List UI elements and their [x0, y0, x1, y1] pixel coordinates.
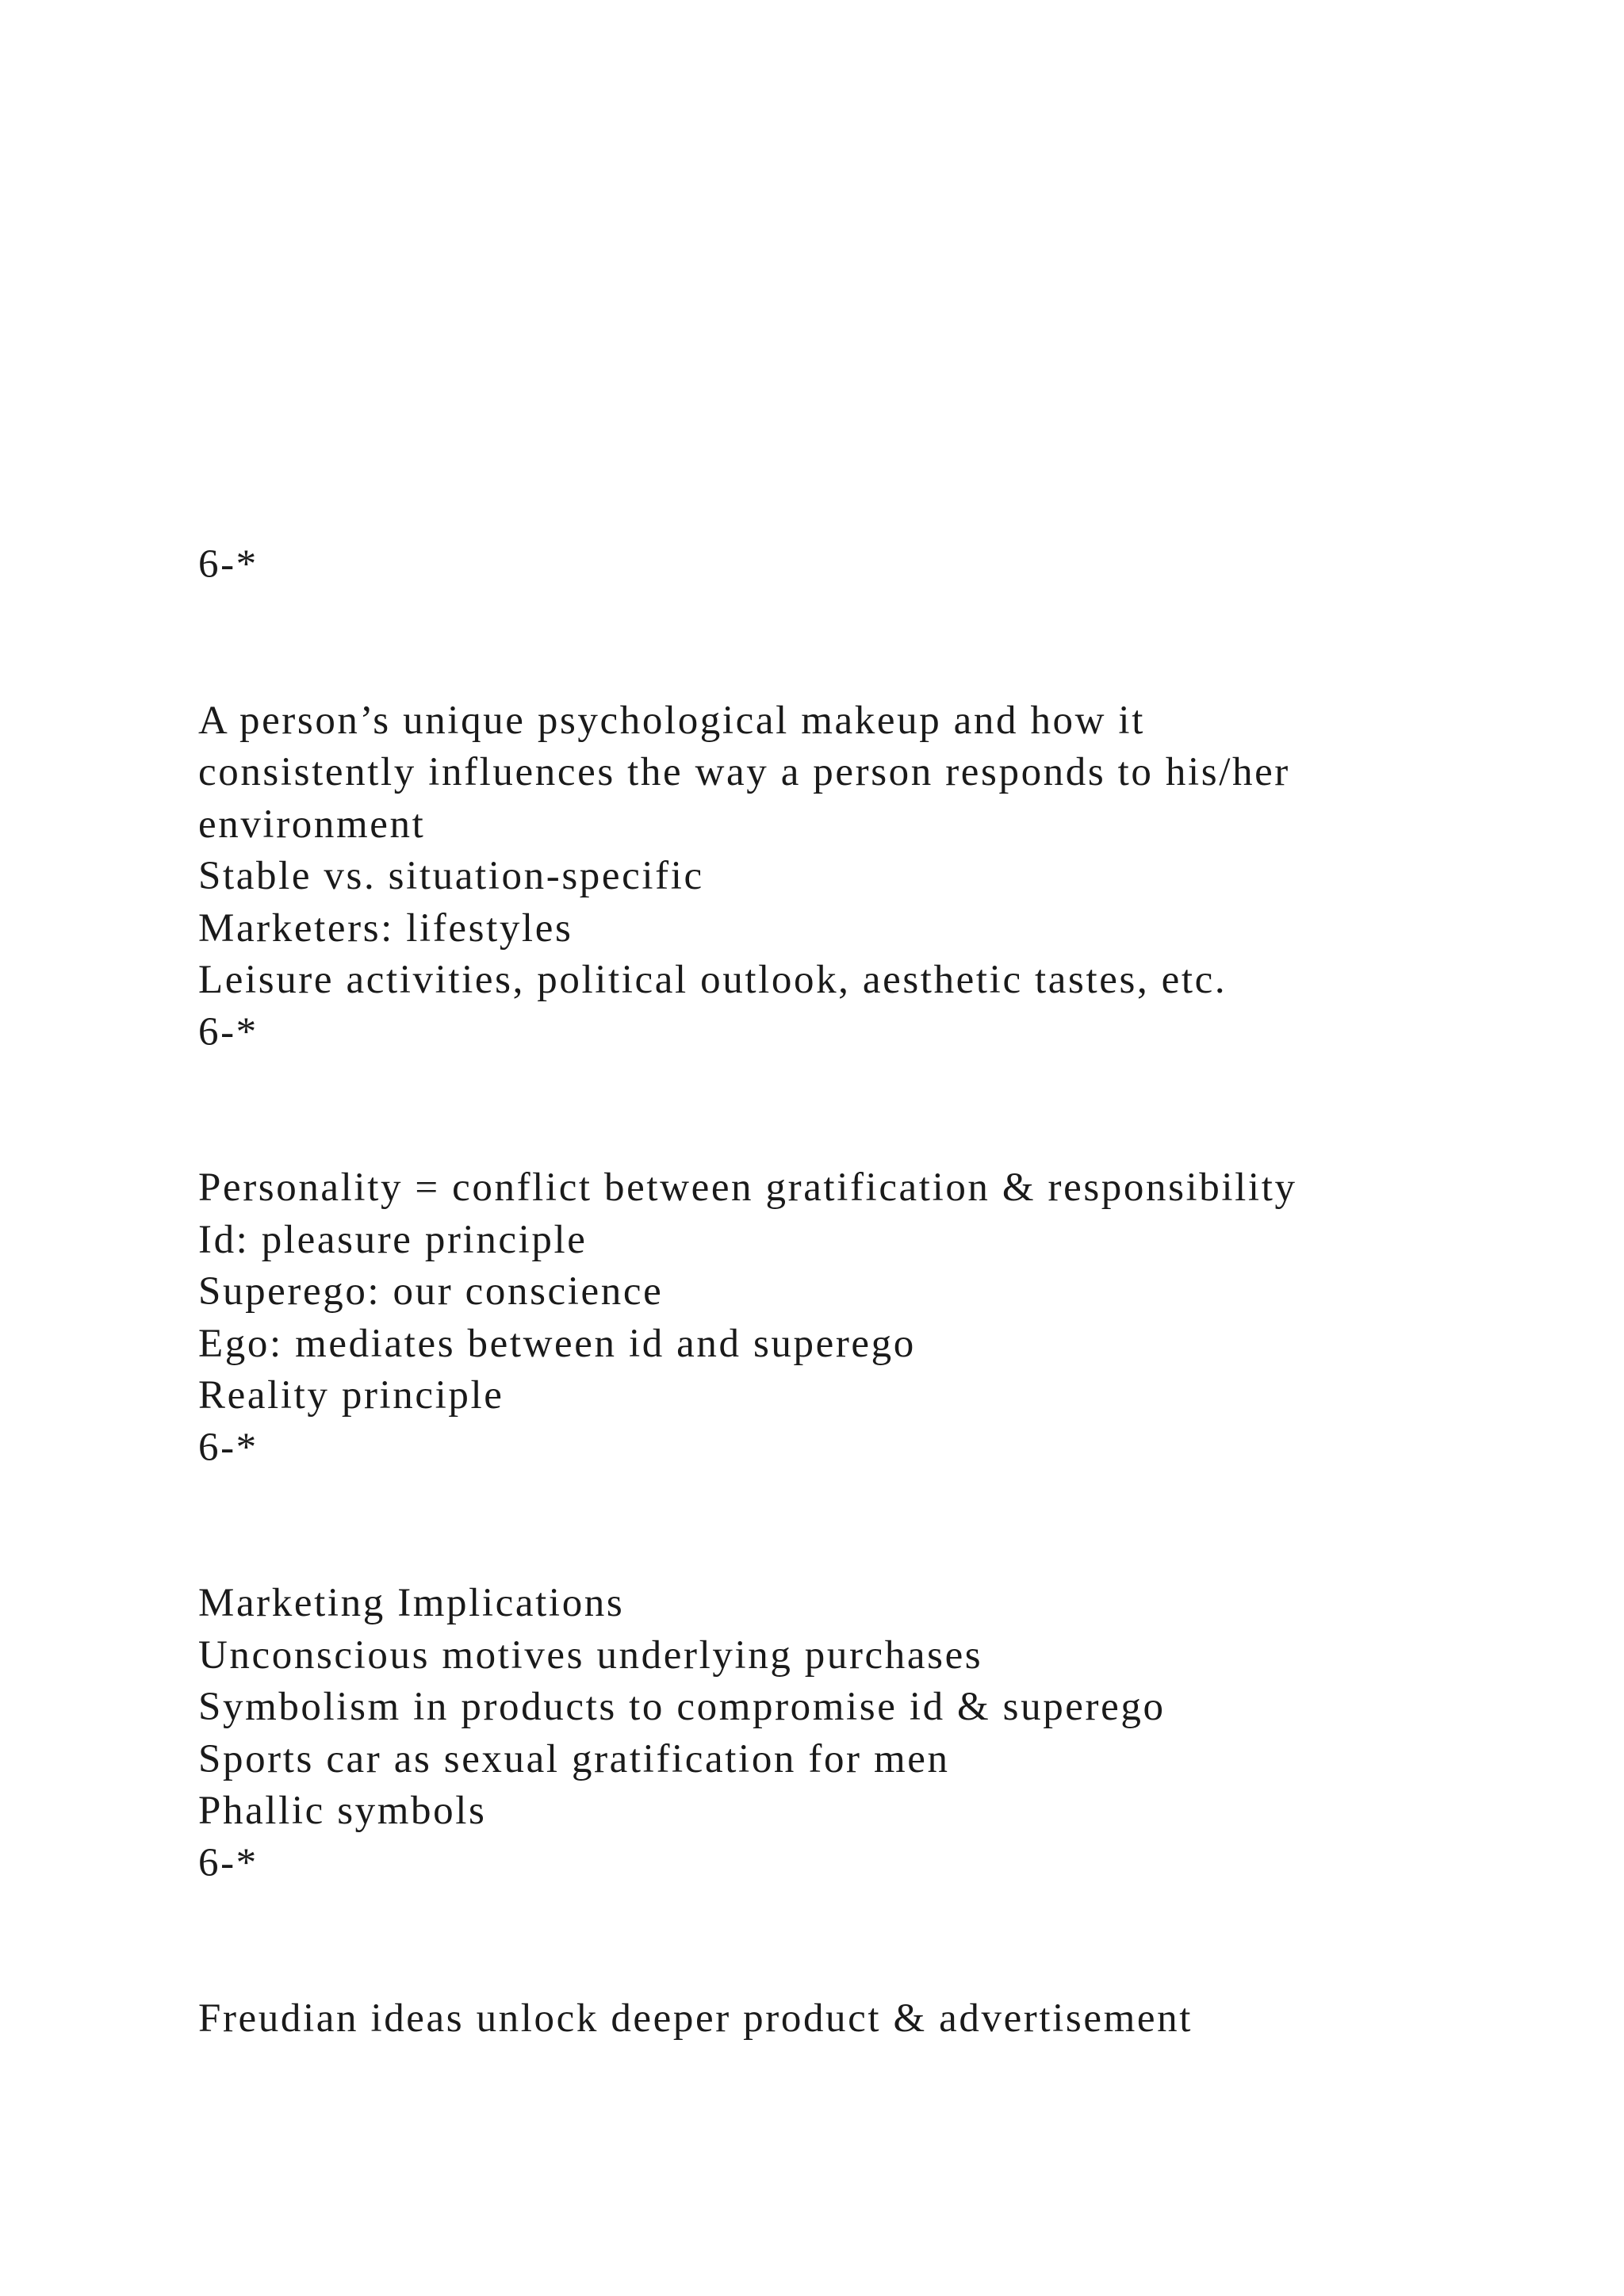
text-line: Phallic symbols [198, 1789, 487, 1833]
text-line: consistently influences the way a person responds to his/her [198, 750, 1290, 794]
slide-marker: 6-* [198, 542, 259, 587]
text-line: Freudian ideas unlock deeper product & advertisement [198, 1996, 1193, 2041]
text-line: environment [198, 802, 426, 847]
text-line: Symbolism in products to compromise id & superego [198, 1685, 1166, 1729]
section-heading: Marketing Implications [198, 1581, 625, 1625]
text-line: Personality = conflict between gratification & responsibility [198, 1165, 1297, 1210]
text-line: Sports car as sexual gratification for men [198, 1736, 950, 1781]
text-line: Id: pleasure principle [198, 1217, 588, 1262]
slide-marker: 6-* [198, 1425, 259, 1470]
section-gap [198, 1058, 1594, 1162]
text-line: A person’s unique psychological makeup and how it [198, 698, 1145, 743]
text-line: Stable vs. situation-specific [198, 854, 704, 898]
text-line: Unconscious motives underlying purchases [198, 1632, 983, 1678]
text-line: Reality principle [198, 1373, 504, 1418]
text-line: Superego: our conscience [198, 1269, 664, 1314]
text-line: Leisure activities, political outlook, aesthetic tastes, etc. [198, 958, 1228, 1002]
section-gap [198, 1474, 1594, 1578]
slide-marker: 6-* [198, 1009, 259, 1054]
section-gap [198, 591, 1594, 695]
text-line: Marketers: lifestyles [198, 905, 573, 951]
section-gap [198, 1889, 1594, 1993]
document-body [198, 539, 1594, 2045]
slide-marker: 6-* [198, 1840, 259, 1885]
text-line: Ego: mediates between id and superego [198, 1321, 916, 1366]
